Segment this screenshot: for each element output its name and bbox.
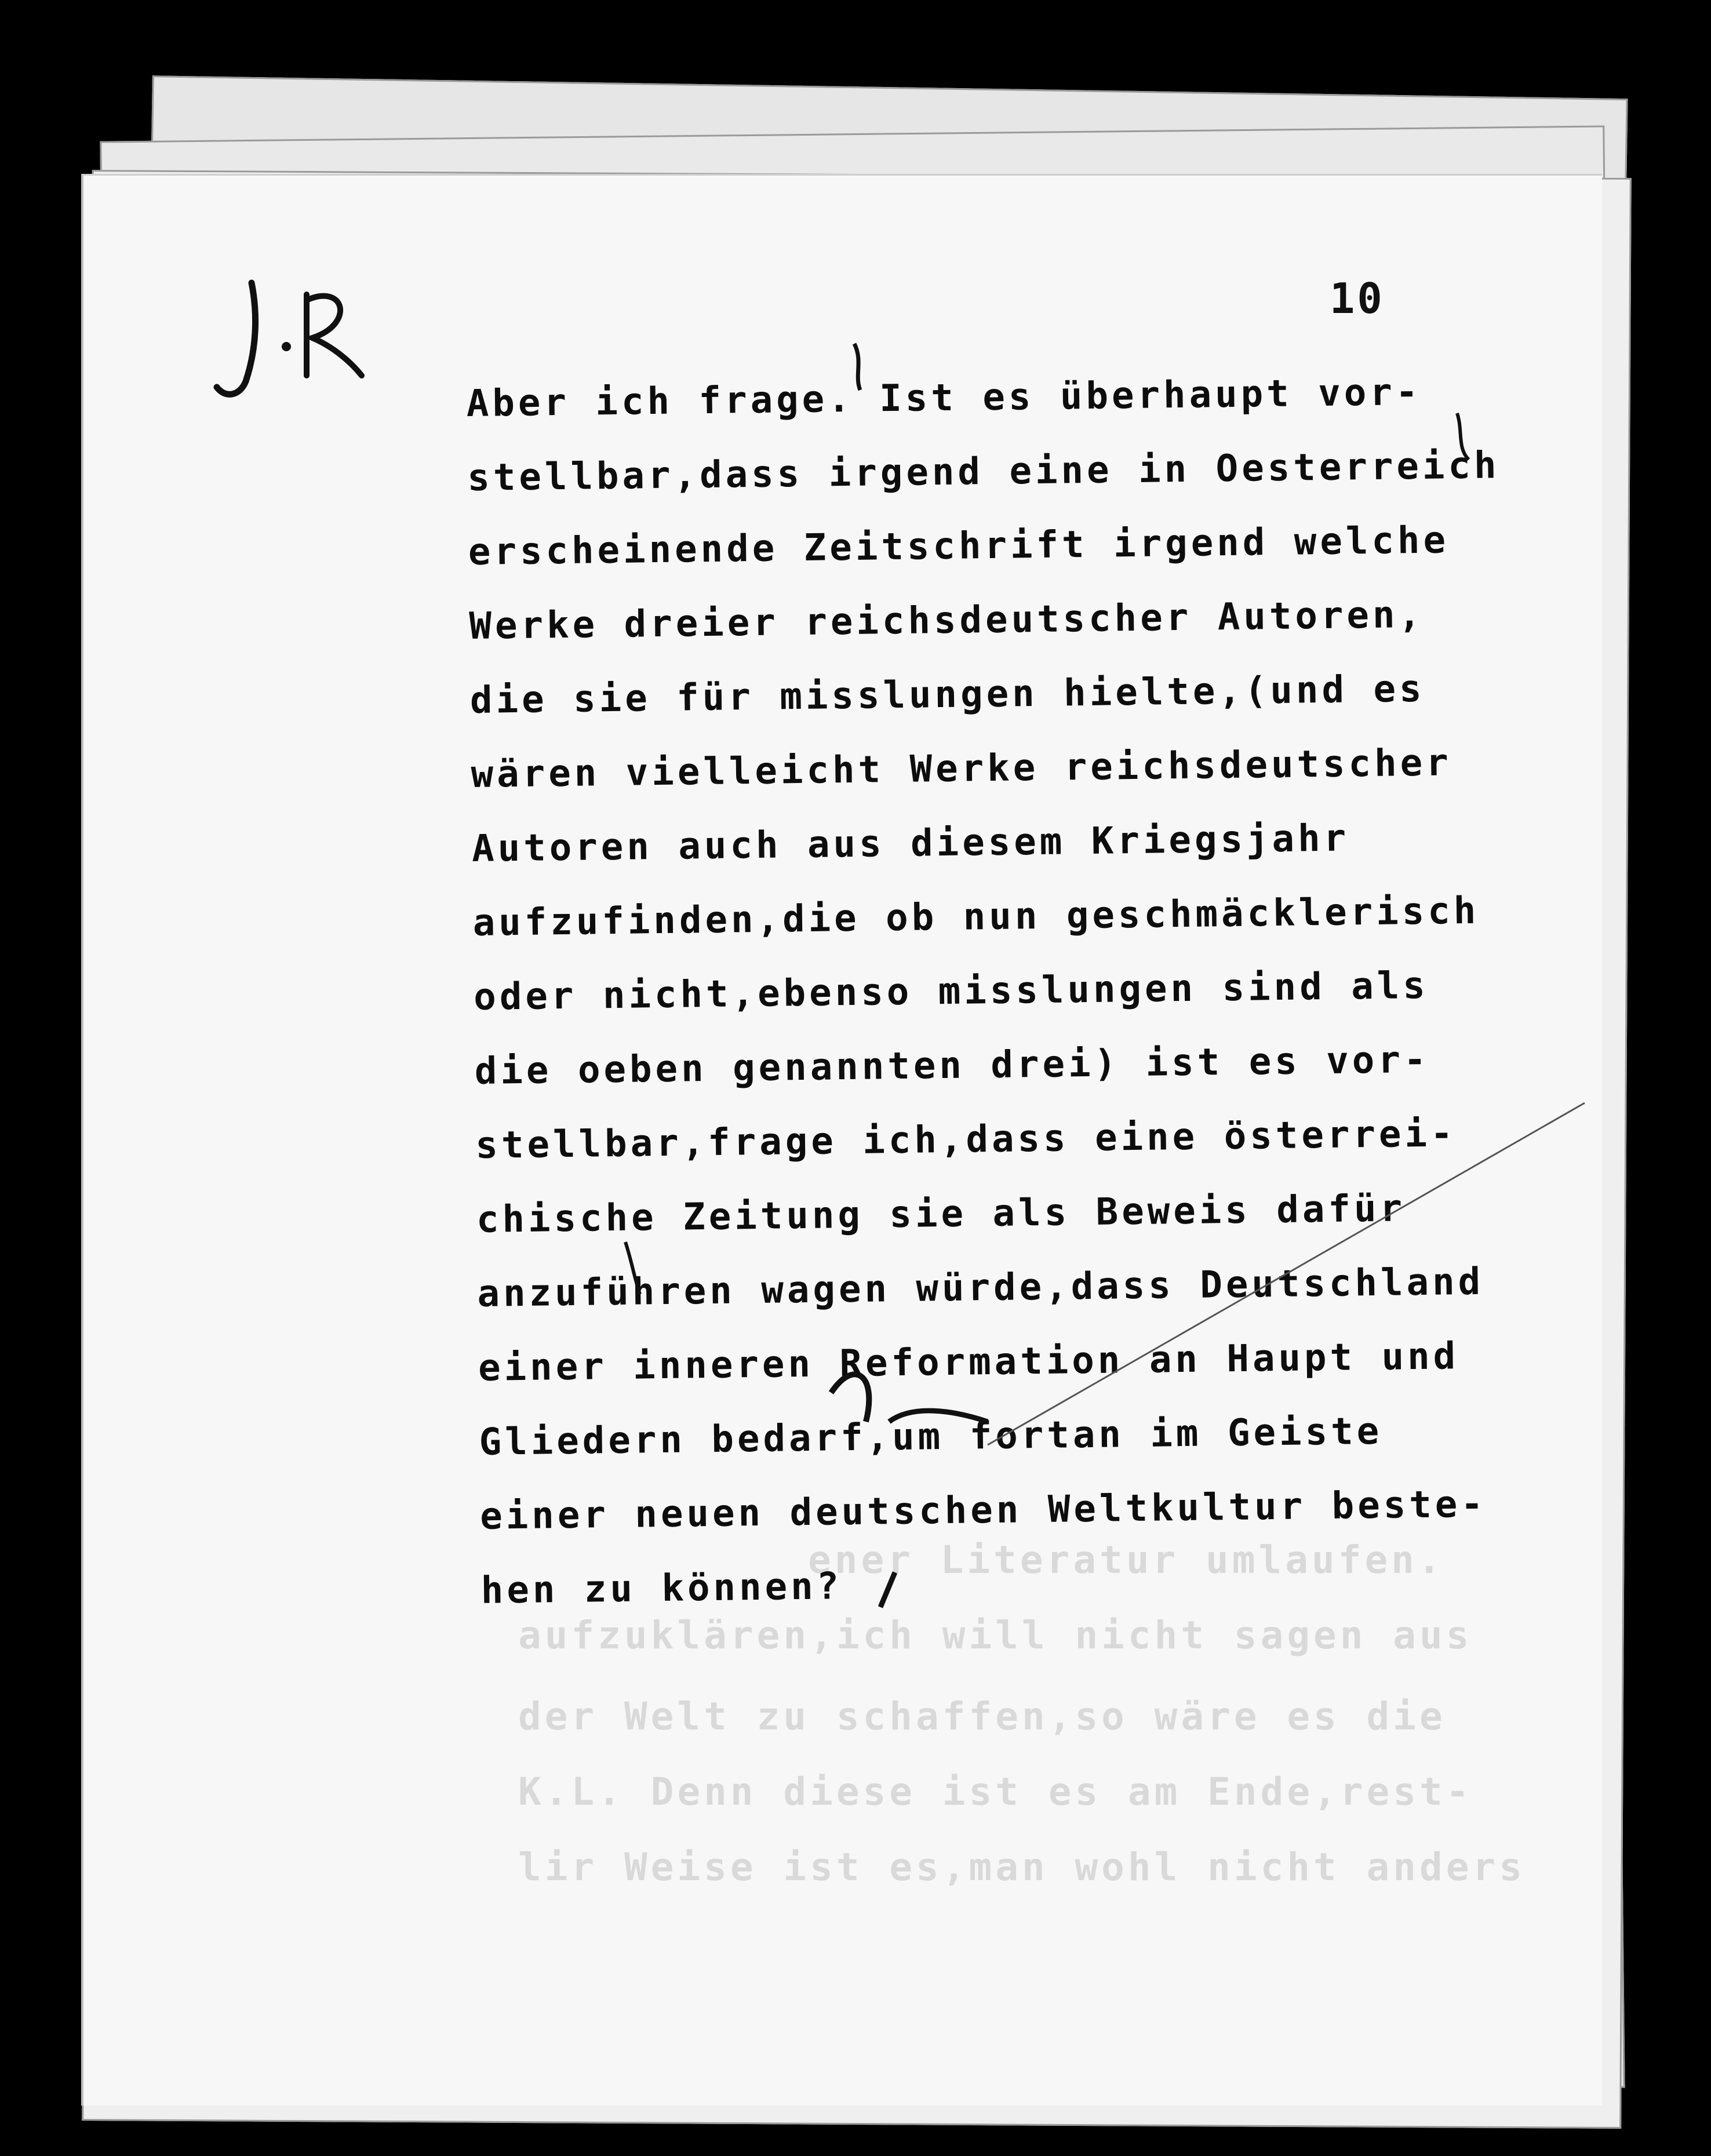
text-line: die sie für misslungen hielte,(und es [469,667,1426,722]
text-line: oder nicht,ebenso misslungen sind als [473,964,1429,1019]
text-line: aufzufinden,die ob nun geschmäcklerisch [472,889,1480,945]
document-page [81,174,1602,2106]
text-line: chische Zeitung sie als Beweis dafür [476,1187,1406,1241]
text-line: hen zu können? [480,1565,843,1612]
typed-body-text [466,354,1514,1628]
page-number: 10 [1330,274,1385,323]
text-line: stellbar,frage ich,dass eine österrei- [475,1112,1457,1167]
handwritten-initials [170,260,402,410]
ghost-line: lir Weise ist es,man wohl nicht anders [518,1845,1526,1889]
text-line: Gliedern bedarf,um fortan im Geiste [479,1410,1383,1464]
text-line: wären vielleicht Werke reichsdeutscher [471,741,1452,796]
text-line: stellbar,dass irgend eine in Oesterreich [467,444,1500,500]
text-line: anzuführen wagen würde,dass Deutschland [477,1260,1484,1316]
text-line: einer neuen deutschen Weltkultur beste- [479,1483,1487,1538]
ghost-line: ener Literatur umlaufen. [808,1538,1444,1582]
text-line: einer inneren Reformation an Haupt und [478,1335,1459,1390]
text-line: erscheinende Zeitschrift irgend welche [468,519,1450,574]
text-line: Werke dreier reichsdeutscher Autoren, [469,593,1425,648]
text-line: Autoren auch aus diesem Kriegsjahr [471,817,1350,871]
text-line: Aber ich frage. Ist es überhaupt vor- [466,370,1422,425]
ghost-line: aufzuklären,ich will nicht sagen aus [518,1613,1473,1658]
ghost-line: K.L. Denn diese ist es am Ende,rest- [518,1769,1473,1814]
text-line: die oeben genannten drei) ist es vor- [474,1038,1430,1093]
ghost-line: der Welt zu schaffen,so wäre es die [518,1694,1446,1739]
